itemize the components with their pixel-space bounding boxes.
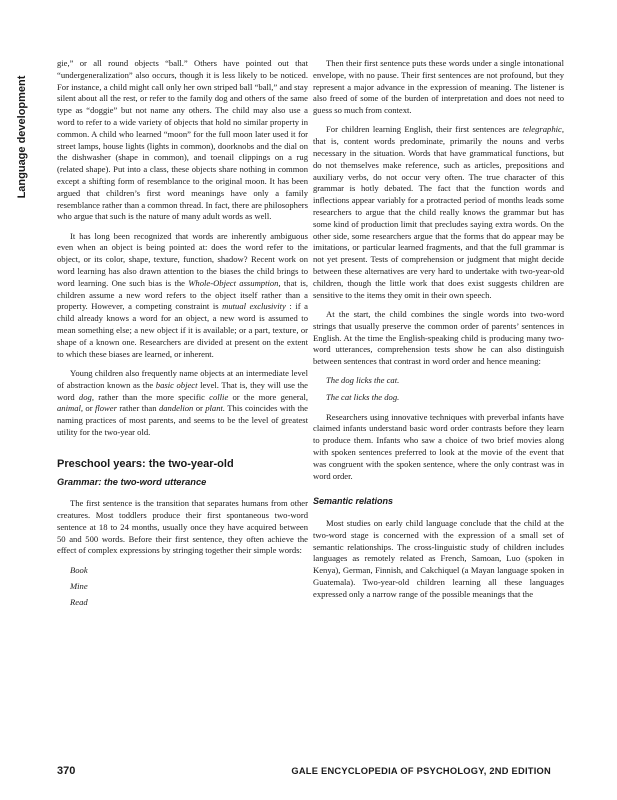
example-word: Book: [70, 564, 88, 575]
term-telegraphic: telegraphic,: [522, 124, 564, 135]
example-word: Read: [70, 597, 88, 608]
paragraph: Young children also frequently name objects at an intermediate level of abstraction known as the basic object level. That is, they will use the word dog, rather than the more specific collie or the more general, animal, or flower rather than dandelion or plant. This coincides with the naming practices of most parents, and seems to be the level of greatest utility for the two-year old.: [57, 367, 309, 437]
term-whole-object: Whole-Object assumption,: [188, 277, 281, 288]
right-column: [313, 58, 564, 608]
paragraph: Most studies on early child language conclude that the child at the two-word stage is concerned with the expression of a small set of semantic relationships. The cross-linguistic study of children includes languages as remotely related as French, Samoan, Luo (spoken in Kenya), German, Finnish, and Cakchiquel (a Mayan language spoken in Guatemala). Two-year-old children learning all these languages expressed only a narrow range of the possible meanings that the: [313, 518, 564, 599]
paragraph: At the start, the child combines the single words into two-word strings that usually preserve the common order of parents’ sentences in English. At the time the English-speaking child is producing many two-word utterances, comprehension tests show he can also distinguish between sentences that contrast in word order and hence meaning:: [313, 308, 564, 367]
subsection-heading: Grammar: the two-word utterance: [57, 476, 207, 487]
subsection-heading: Semantic relations: [313, 496, 394, 507]
page-number: 370: [57, 765, 76, 777]
example-sentence: The dog licks the cat.: [326, 375, 400, 386]
section-heading: Preschool years: the two-year-old: [57, 457, 234, 470]
paragraph: gie,” or all round objects “ball.” Others have pointed out that “undergeneralization” also occurs, though it is less likely to be noticed. For instance, a child might call only her own striped ball “ball,” and stay silent about all the rest, or refer to the family dog and others of the same type as “doggie” but not name any others. The child may also use a word to refer to a wide variety of objects that hold no similar property in common. A child who learned “moon” for the full moon later used it for street lamps, house lights (lights in common), doorknobs and the dial on the dishwasher (shape in common), and toenail clippings on a rug (related shape). Put into a class, these objects share nothing in common except a shifting form of resemblance to the original moon. It has been argued that children’s first word meanings have only a family resemblance rather than a common thread. In fact, there are philosophers who argue that such is the nature of many adult words as well.: [57, 58, 308, 222]
side-tab-label: Language development: [16, 75, 28, 199]
term-mutual-exclusivity: mutual exclusivity: [222, 301, 286, 312]
paragraph: Researchers using innovative techniques with preverbal infants have claimed infants understand basic word order contrasts before they learn to produce them. Infants who saw a choice of two brief movies along with spoken sentences preferred to look at the movie of the event that was congruent with the spoken sentence, where the only contrast was in word order.: [313, 411, 564, 481]
paragraph: The first sentence is the transition that separates humans from other creatures. Most toddlers produce their first spontaneous two-word sentence at 18 to 24 months, usually once they have acquired between 50 and 500 words. Before their first sentence, they often achieve the effect of complex expressions by stringing together their simple words:: [57, 498, 308, 556]
example-word: Mine: [70, 581, 88, 592]
paragraph: Then their first sentence puts these words under a single intonational envelope, with no pause. Their first sentences are not profound, but they represent a major advance in the expression of meaning. The listener is also freed of some of the burden of interpretation and does not need to guess so much from context.: [313, 58, 564, 116]
section-side-tab: [12, 62, 32, 212]
publication-title: GALE ENCYCLOPEDIA OF PSYCHOLOGY, 2ND EDITION: [291, 766, 551, 776]
paragraph: For children learning English, their first sentences are telegraphic, that is, content words predominate, primarily the nouns and verbs necessary in the situation. Words that have grammatical functions, but do not themselves make reference, such as articles, prepositions and auxiliary verbs, do not occur very often. The true character of this grammar is hotly debated. The fact that the function words and inflections appear variably for a protracted period of months leads some researchers to argue that the child really knows the grammar but has some kind of production limit that precludes saying extra words. On the other side, some researchers argue that the forms that do appear may be imitations, or particular learned fragments, and that the full grammar is not yet present. Tests of comprehension or judgment that might decide between these alternatives are very hard to undertake with two-year-old children, though the little work that does exist suggests children are sensitive to the items they omit in their own speech.: [313, 124, 564, 300]
term-basic-object: basic object: [155, 379, 198, 390]
paragraph: It has long been recognized that words are inherently ambiguous even when an object is being pointed at: does the word refer to the object, or its color, shape, texture, function, shadow? Recent work on word learning has also drawn attention to the biases the child brings to word learning. One such bias is the Whole-Object assumption, that is, children assume a new word refers to the object itself rather than a property. However, a competing constraint is mutual exclusivity : if a child already knows a word for an object, a new word is assumed to mean something else; a new object if it is available; or a part, texture, or shape of a known one. Researchers are divided at present on the extent to which these biases are learned, or inherent.: [57, 230, 308, 359]
page-footer: [57, 765, 551, 779]
example-sentence: The cat licks the dog.: [326, 391, 400, 402]
left-column: [57, 58, 308, 614]
